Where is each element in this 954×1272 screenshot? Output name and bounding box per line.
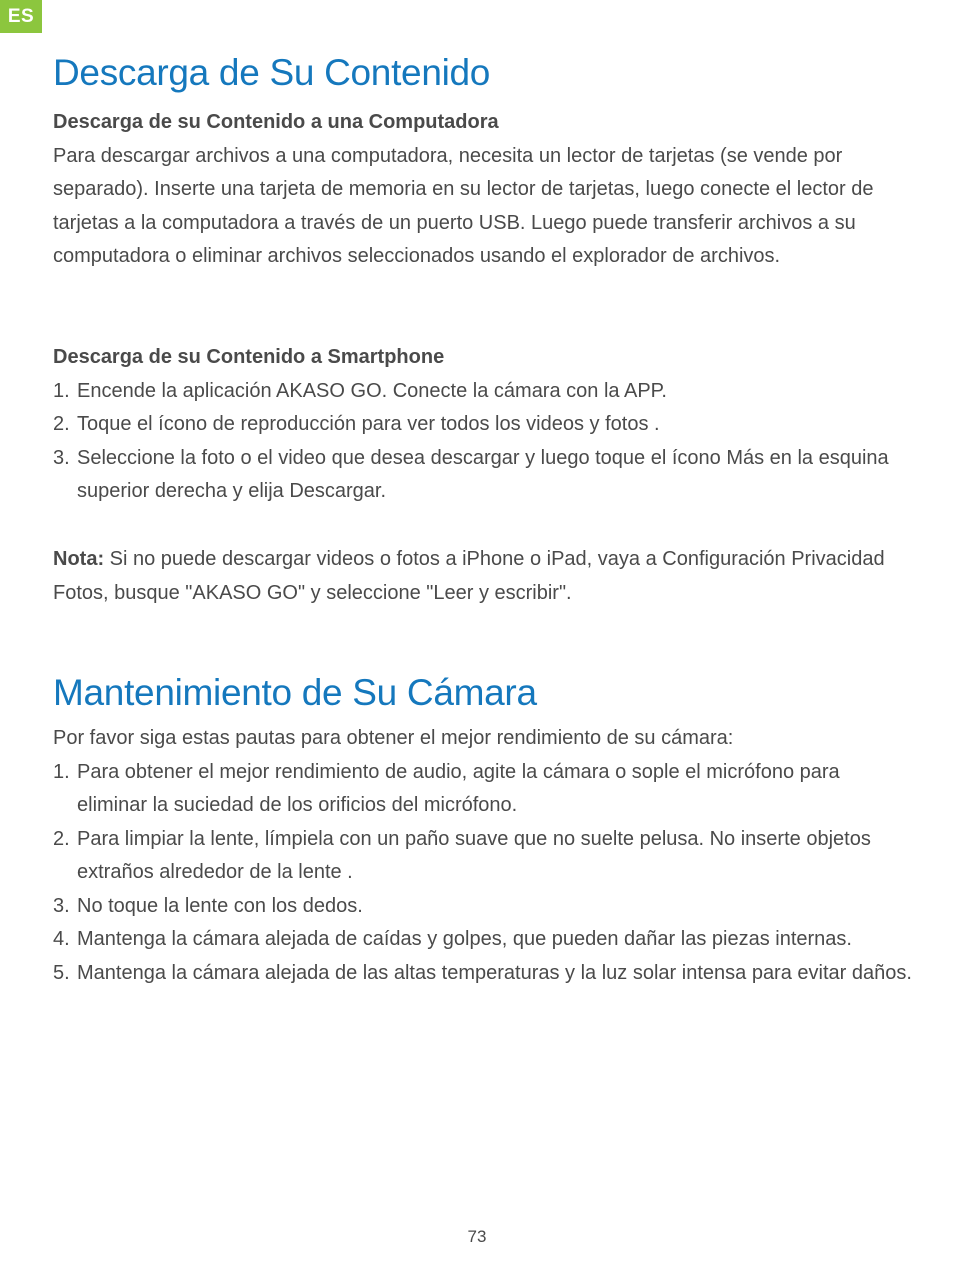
section-title-download: Descarga de Su Contenido bbox=[53, 52, 491, 93]
list-item bbox=[53, 756, 913, 823]
list-item bbox=[53, 923, 913, 957]
smartphone-steps-list bbox=[53, 375, 913, 509]
list-item-text: Para obtener el mejor rendimiento de audio, agite la cámara o sople el micrófono para eliminar la suciedad de los orificios del micrófono. bbox=[77, 760, 840, 816]
computer-download-section bbox=[53, 106, 913, 274]
list-item-number: 1. bbox=[53, 379, 70, 402]
section-title-maintenance: Mantenimiento de Su Cámara bbox=[53, 672, 537, 713]
computer-download-heading: Descarga de su Contenido a una Computadora bbox=[53, 111, 499, 133]
list-item-text: No toque la lente con los dedos. bbox=[77, 894, 363, 917]
list-item-text: Toque el ícono de reproducción para ver todos los videos y fotos . bbox=[77, 413, 660, 435]
note-text: Si no puede descargar videos o fotos a iPhone o iPad, vaya a Configuración Privacidad Fotos, busque "AKASO GO" y seleccione "Leer y escribir". bbox=[53, 548, 885, 604]
list-item-text: Mantenga la cámara alejada de caídas y golpes, que pueden dañar las piezas internas. bbox=[77, 928, 852, 950]
list-item-text: Mantenga la cámara alejada de las altas temperaturas y la luz solar intensa para evitar daños. bbox=[77, 961, 912, 984]
list-item-text: Encende la aplicación AKASO GO. Conecte la cámara con la APP. bbox=[77, 379, 667, 402]
note-label: Nota: bbox=[53, 548, 105, 570]
smartphone-download-section bbox=[53, 341, 913, 509]
list-item-number: 3. bbox=[53, 446, 70, 469]
note-section bbox=[53, 543, 913, 610]
list-item-number: 4. bbox=[53, 928, 70, 950]
maintenance-intro: Por favor siga estas pautas para obtener el mejor rendimiento de su cámara: bbox=[53, 727, 734, 749]
smartphone-download-heading: Descarga de su Contenido a Smartphone bbox=[53, 346, 445, 368]
maintenance-section bbox=[53, 722, 913, 990]
note-paragraph bbox=[53, 543, 913, 610]
computer-download-text: Para descargar archivos a una computadora, necesita un lector de tarjetas (se vende por separado). Inserte una tarjeta de memoria en su lector de tarjetas, luego conecte el lector de tarjetas a la computadora a través de un puerto USB. Luego puede transferir archivos a su computadora o eliminar archivos seleccionados usando el explorador de archivos. bbox=[53, 144, 874, 267]
list-item bbox=[53, 957, 913, 991]
list-item-number: 5. bbox=[53, 961, 70, 984]
list-item bbox=[53, 408, 913, 442]
maintenance-steps-list bbox=[53, 756, 913, 991]
list-item-number: 2. bbox=[53, 827, 70, 850]
list-item-number: 2. bbox=[53, 413, 70, 435]
list-item bbox=[53, 823, 913, 890]
list-item-number: 3. bbox=[53, 894, 70, 917]
page-number: 73 bbox=[467, 1227, 487, 1246]
language-badge: ES bbox=[0, 0, 42, 33]
list-item bbox=[53, 890, 913, 924]
list-item-number: 1. bbox=[53, 760, 70, 783]
list-item bbox=[53, 375, 913, 409]
list-item bbox=[53, 442, 913, 509]
list-item-text: Seleccione la foto o el video que desea descargar y luego toque el ícono Más en la esquina superior derecha y elija Descargar. bbox=[77, 446, 889, 502]
list-item-text: Para limpiar la lente, límpiela con un paño suave que no suelte pelusa. No inserte objetos extraños alrededor de la lente . bbox=[77, 827, 871, 883]
